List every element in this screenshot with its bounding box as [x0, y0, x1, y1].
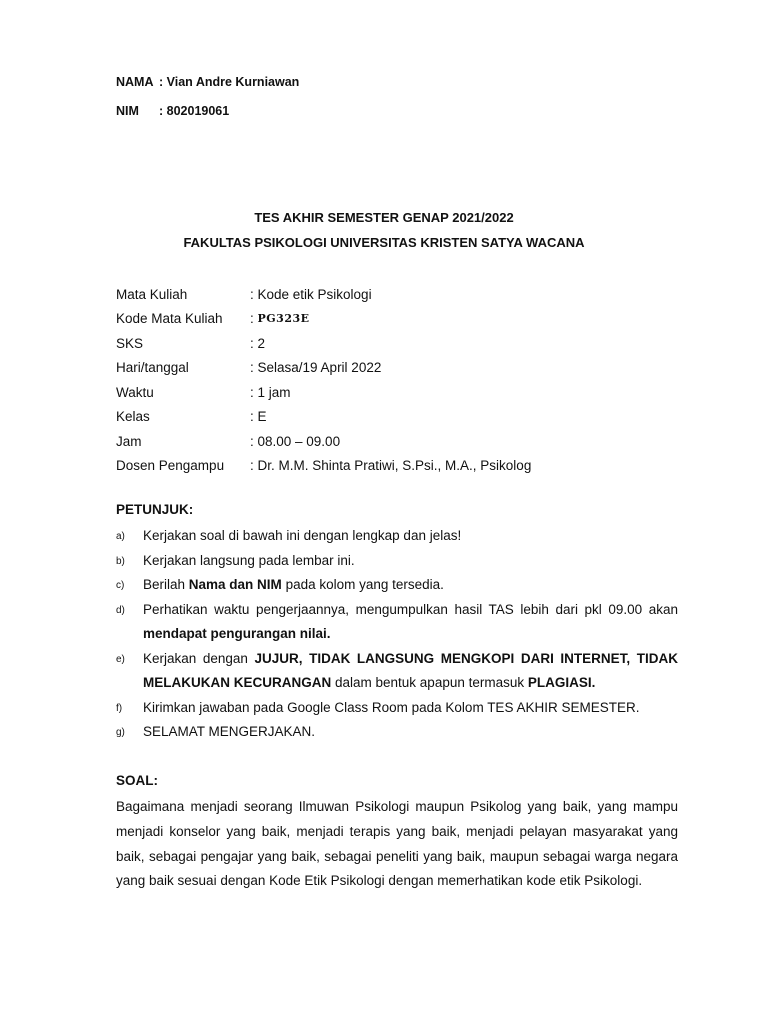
instruction-text-run: pada kolom yang tersedia.: [281, 577, 444, 592]
instruction-text-bold: mendapat pengurangan nilai.: [143, 626, 331, 641]
instructions-heading: PETUNJUK:: [116, 502, 194, 517]
info-label: Waktu: [116, 384, 154, 400]
student-name-value: : Vian Andre Kurniawan: [159, 75, 300, 89]
instruction-letter: a): [116, 531, 125, 542]
instruction-text: [143, 524, 678, 549]
question-heading: SOAL:: [116, 773, 158, 788]
info-row-kelas: [116, 405, 531, 430]
instruction-text-run: Perhatikan waktu pengerjaannya, mengumpulkan hasil TAS lebih dari pkl 09.00 akan: [143, 601, 678, 617]
instruction-text-run: Kirimkan jawaban pada Google Class Room pada Kolom TES AKHIR SEMESTER.: [143, 699, 640, 715]
instruction-letter: g): [116, 727, 125, 738]
info-label: Kelas: [116, 409, 150, 425]
info-label: Mata Kuliah: [116, 286, 188, 302]
course-info-table: [116, 282, 531, 478]
exam-title: TES AKHIR SEMESTER GENAP 2021/2022: [254, 210, 514, 225]
instruction-text-bold: Nama dan NIM: [188, 577, 282, 592]
instruction-text-bold: JUJUR, TIDAK LANGSUNG MENGKOPI DARI INTERNET, TIDAK MELAKUKAN KECURANGAN: [143, 650, 678, 690]
instruction-letter: c): [116, 580, 125, 591]
instruction-text-run: Berilah: [143, 577, 189, 592]
student-nim-label: NIM: [116, 104, 139, 118]
info-value: : Dr. M.M. Shinta Pratiwi, S.Psi., M.A., Psikolog: [250, 458, 532, 474]
instruction-text-bold: PLAGIASI.: [527, 675, 596, 690]
info-row-mata-kuliah: [116, 282, 531, 307]
instruction-text: [143, 720, 678, 745]
instruction-item: [116, 720, 678, 745]
instructions-list: [116, 524, 678, 745]
instruction-item: [116, 573, 678, 598]
instruction-item: [116, 524, 678, 549]
instruction-text: [143, 696, 678, 721]
question-text: Bagaimana menjadi seorang Ilmuwan Psikologi maupun Psikolog yang baik, yang mampu menjadi konselor yang baik, menjadi terapis yang baik, menjadi pelayan masyarakat yang baik, sebagai pengajar yang baik, sebagai peneliti yang baik, maupun sebagai warga negara yang baik sesuai dengan Kode Etik Psikologi dengan memerhatikan kode etik Psikologi.: [116, 799, 678, 889]
info-row-dosen-pengampu: [116, 454, 531, 479]
instruction-text-run: SELAMAT MENGERJAKAN.: [143, 724, 316, 739]
instruction-item: [116, 696, 678, 721]
course-code: PG323E: [257, 312, 310, 326]
instruction-text-run: Kerjakan soal di bawah ini dengan lengkap dan jelas!: [143, 528, 462, 543]
info-value: : Selasa/19 April 2022: [250, 360, 382, 376]
instruction-letter: e): [116, 653, 125, 665]
info-label: Kode Mata Kuliah: [116, 311, 223, 327]
instruction-text: [143, 647, 678, 696]
info-row-kode-mata-kuliah: [116, 307, 531, 332]
instruction-letter: f): [116, 702, 123, 714]
student-name-label: NAMA: [116, 75, 154, 89]
instruction-text: [143, 573, 678, 598]
instruction-item: [116, 598, 678, 647]
info-row-jam: [116, 429, 531, 454]
instruction-item: [116, 647, 678, 696]
instruction-text: [143, 549, 678, 574]
instruction-text-run: Kerjakan langsung pada lembar ini.: [143, 552, 355, 568]
info-value: : 08.00 – 09.00: [250, 433, 341, 449]
student-name-line: [116, 75, 299, 89]
info-row-waktu: [116, 380, 531, 405]
instruction-text-run: dalam bentuk apapun termasuk: [331, 675, 528, 690]
info-row-sks: [116, 331, 531, 356]
info-value: : Kode etik Psikologi: [250, 286, 372, 302]
student-nim-value: : 802019061: [159, 104, 230, 118]
instruction-letter: d): [116, 604, 125, 616]
info-value: : 1 jam: [250, 384, 291, 400]
faculty-title: FAKULTAS PSIKOLOGI UNIVERSITAS KRISTEN SATYA WACANA: [183, 235, 585, 250]
info-label: SKS: [116, 335, 144, 351]
instruction-letter: b): [116, 555, 125, 567]
student-nim-line: [116, 104, 229, 118]
instruction-item: [116, 549, 678, 574]
info-row-hari-tanggal: [116, 356, 531, 381]
info-value: : E: [250, 409, 267, 425]
info-value: : 2: [250, 335, 266, 351]
instruction-text-run: Kerjakan dengan: [143, 650, 255, 666]
info-value-prefix: :: [250, 311, 258, 327]
instruction-text: [143, 598, 678, 647]
info-label: Hari/tanggal: [116, 360, 189, 376]
info-label: Jam: [116, 433, 142, 449]
info-label: Dosen Pengampu: [116, 458, 225, 474]
